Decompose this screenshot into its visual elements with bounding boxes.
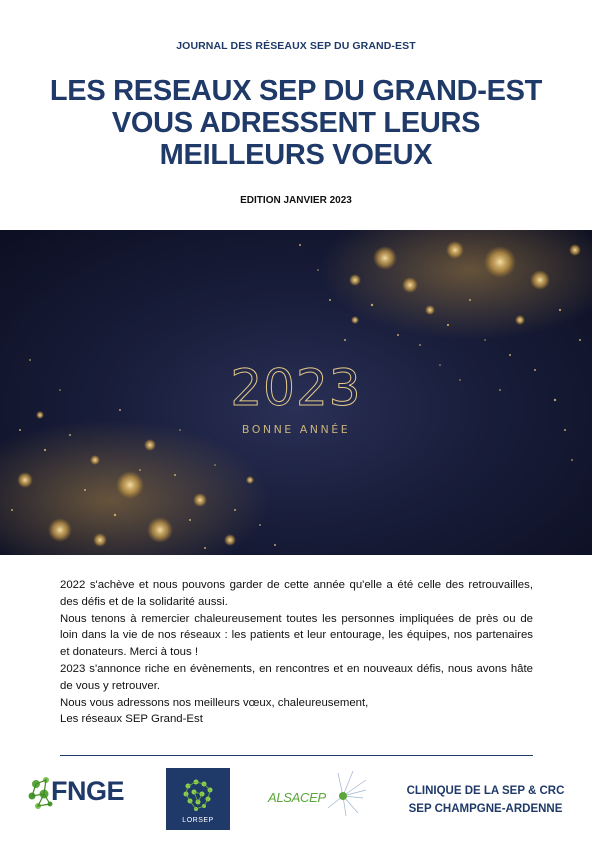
message-paragraph-4: Nous vous adressons nos meilleurs vœux, chaleureusement,: [60, 696, 369, 709]
banner-greeting: BONNE ANNÉE: [241, 423, 351, 436]
message-signature: Les réseaux SEP Grand-Est: [60, 713, 203, 726]
message-paragraph-2: Nous tenons à remercier chaleureusement toutes les personnes impliquées de près ou de loin dans la vie de nos réseaux : les patients et leur entourage, les équipes, nos partenaires et donateurs. Merci à tous !: [60, 612, 533, 659]
message-paragraph-1: 2022 s'achève et nous pouvons garder de cette année qu'elle a été celle des retrouvailles, des défis et de la solidarité aussi.: [60, 579, 533, 608]
headline-line-3: MEILLEURS VOEUX: [159, 139, 433, 171]
message-paragraph-3: 2023 s'annonce riche en évènements, en rencontres et en nouveaux défis, nous avons hâte de vous y retrouver.: [60, 662, 533, 692]
edition-label: EDITION JANVIER 2023: [240, 195, 352, 206]
partner-logos: [0, 760, 592, 844]
banner-year: 2023: [230, 359, 362, 417]
alsacep-logo: [268, 768, 368, 818]
fnge-logo: [26, 774, 126, 814]
headline-line-2: VOUS ADRESSENT LEURS: [111, 107, 481, 139]
brain-network-icon: [166, 772, 230, 816]
lorsep-logo-text: LORSEP: [182, 817, 214, 824]
alsacep-logo-text: ALSACEP: [268, 790, 326, 805]
journal-kicker: JOURNAL DES RÉSEAUX SEP DU GRAND-EST: [176, 40, 416, 52]
new-year-banner: [0, 230, 592, 555]
lorsep-logo: [166, 768, 230, 830]
fnge-logo-text: FNGE: [51, 776, 125, 806]
headline-line-1: LES RESEAUX SEP DU GRAND-EST: [49, 75, 543, 107]
clinique-sep-label: [398, 782, 573, 818]
clinique-line-1: CLINIQUE DE LA SEP & CRC: [406, 785, 565, 797]
footer-divider: [60, 755, 533, 756]
newsletter-message: [60, 577, 533, 728]
clinique-line-2: SEP CHAMPGNE-ARDENNE: [408, 803, 563, 815]
page-title: [0, 75, 592, 171]
